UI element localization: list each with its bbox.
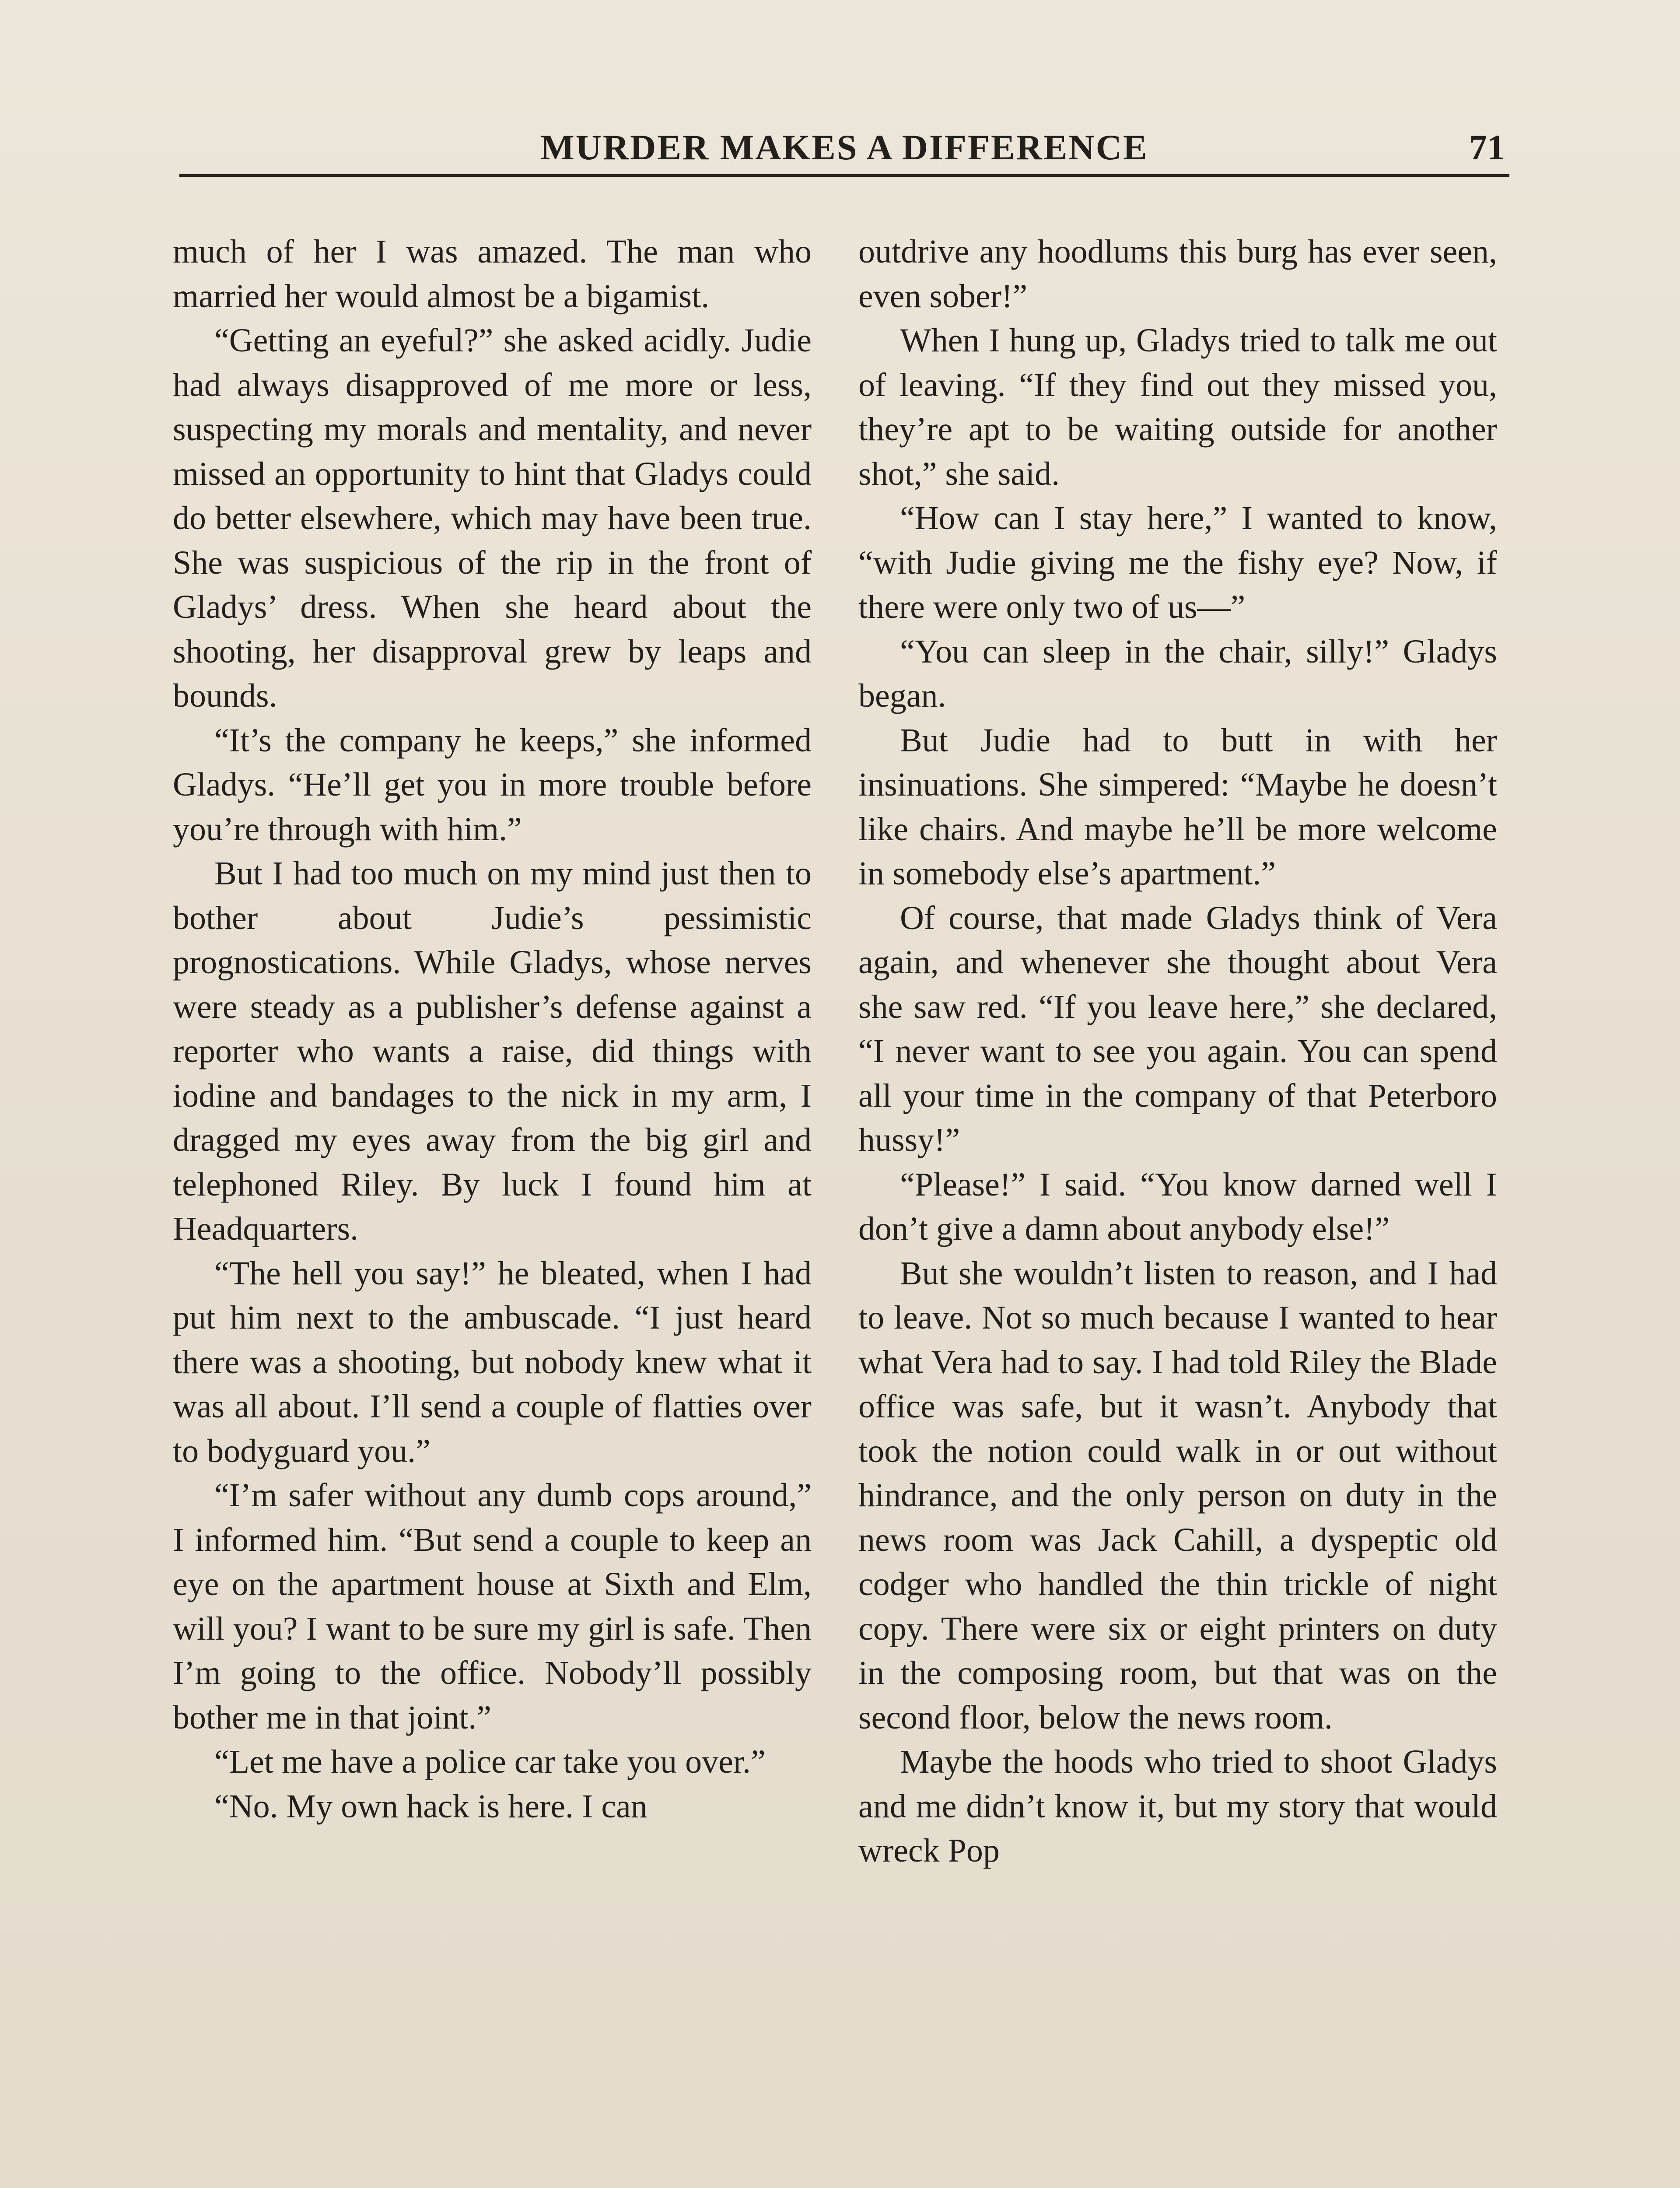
paragraph: But Judie had to butt in with her insinuations. She simpered: “Maybe he doesn’t like chairs. And maybe he’ll be more welcome in somebody else’s apartment.” [858, 722, 1497, 892]
paragraph: “No. My own hack is here. I can [214, 1788, 648, 1825]
paragraph: “Please!” I said. “You know darned well I don’t give a damn about anybody else!” [858, 1166, 1497, 1247]
running-title: MURDER MAKES A DIFFERENCE [540, 127, 1148, 167]
paragraph: But I had too much on my mind just then to bother about Judie’s pessimistic prognostications. While Gladys, whose nerves were steady as a publisher’s defense against a reporter who wants a raise, did things with iodine and bandages to the nick in my arm, I dragged my eyes away from the big girl and telephoned Riley. By luck I found him at Headquarters. [173, 855, 812, 1247]
paragraph: outdrive any hoodlums this burg has ever seen, even sober!” [858, 233, 1497, 315]
right-column [858, 230, 1497, 1873]
paragraph: much of her I was amazed. The man who married her would almost be a bigamist. [173, 233, 812, 315]
paragraph: When I hung up, Gladys tried to talk me out of leaving. “If they find out they missed you, they’re apt to be waiting outside for another shot,” she said. [858, 322, 1497, 492]
paragraph: “The hell you say!” he bleated, when I had put him next to the ambuscade. “I just heard there was a shooting, but nobody knew what it was all about. I’ll send a couple of flatties over to bodyguard you.” [173, 1255, 812, 1469]
paragraph: Of course, that made Gladys think of Vera again, and whenever she thought about Vera she saw red. “If you leave here,” she declared, “I never want to see you again. You can spend all your time in the company of that Peterboro hussy!” [858, 899, 1497, 1158]
paragraph: “Let me have a police car take you over.” [214, 1743, 766, 1780]
page-number: 71 [1469, 127, 1505, 167]
paragraph: “You can sleep in the chair, silly!” Gladys began. [858, 633, 1497, 714]
paragraph: But she wouldn’t listen to reason, and I had to leave. Not so much because I wanted to hear what Vera had to say. I had told Riley the Blade office was safe, but it wasn’t. Anybody that took the notion could walk in or out without hindrance, and the only person on duty in the news room was Jack Cahill, a dyspeptic old codger who handled the thin trickle of night copy. There were six or eight printers on duty in the composing room, but that was on the second floor, below the news room. [858, 1255, 1497, 1736]
paragraph: “How can I stay here,” I wanted to know, “with Judie giving me the fishy eye? Now, if there were only two of us—” [858, 500, 1497, 625]
paragraph: Maybe the hoods who tried to shoot Gladys and me didn’t know it, but my story that would wreck Pop [858, 1743, 1497, 1869]
header-rule [179, 174, 1509, 177]
paragraph: “I’m safer without any dumb cops around,” I informed him. “But send a couple to keep an eye on the apartment house at Sixth and Elm, will you? I want to be sure my girl is safe. Then I’m going to the office. Nobody’ll possibly bother me in that joint.” [173, 1477, 812, 1736]
paragraph: “It’s the company he keeps,” she informed Gladys. “He’ll get you in more trouble before you’re through with him.” [173, 722, 812, 848]
left-column [173, 230, 812, 1829]
paragraph: “Getting an eyeful?” she asked acidly. Judie had always disapproved of me more or less, suspecting my morals and mentality, and never missed an opportunity to hint that Gladys could do better elsewhere, which may have been true. She was suspicious of the rip in the front of Gladys’ dress. When she heard about the shooting, her disapproval grew by leaps and bounds. [173, 322, 812, 714]
